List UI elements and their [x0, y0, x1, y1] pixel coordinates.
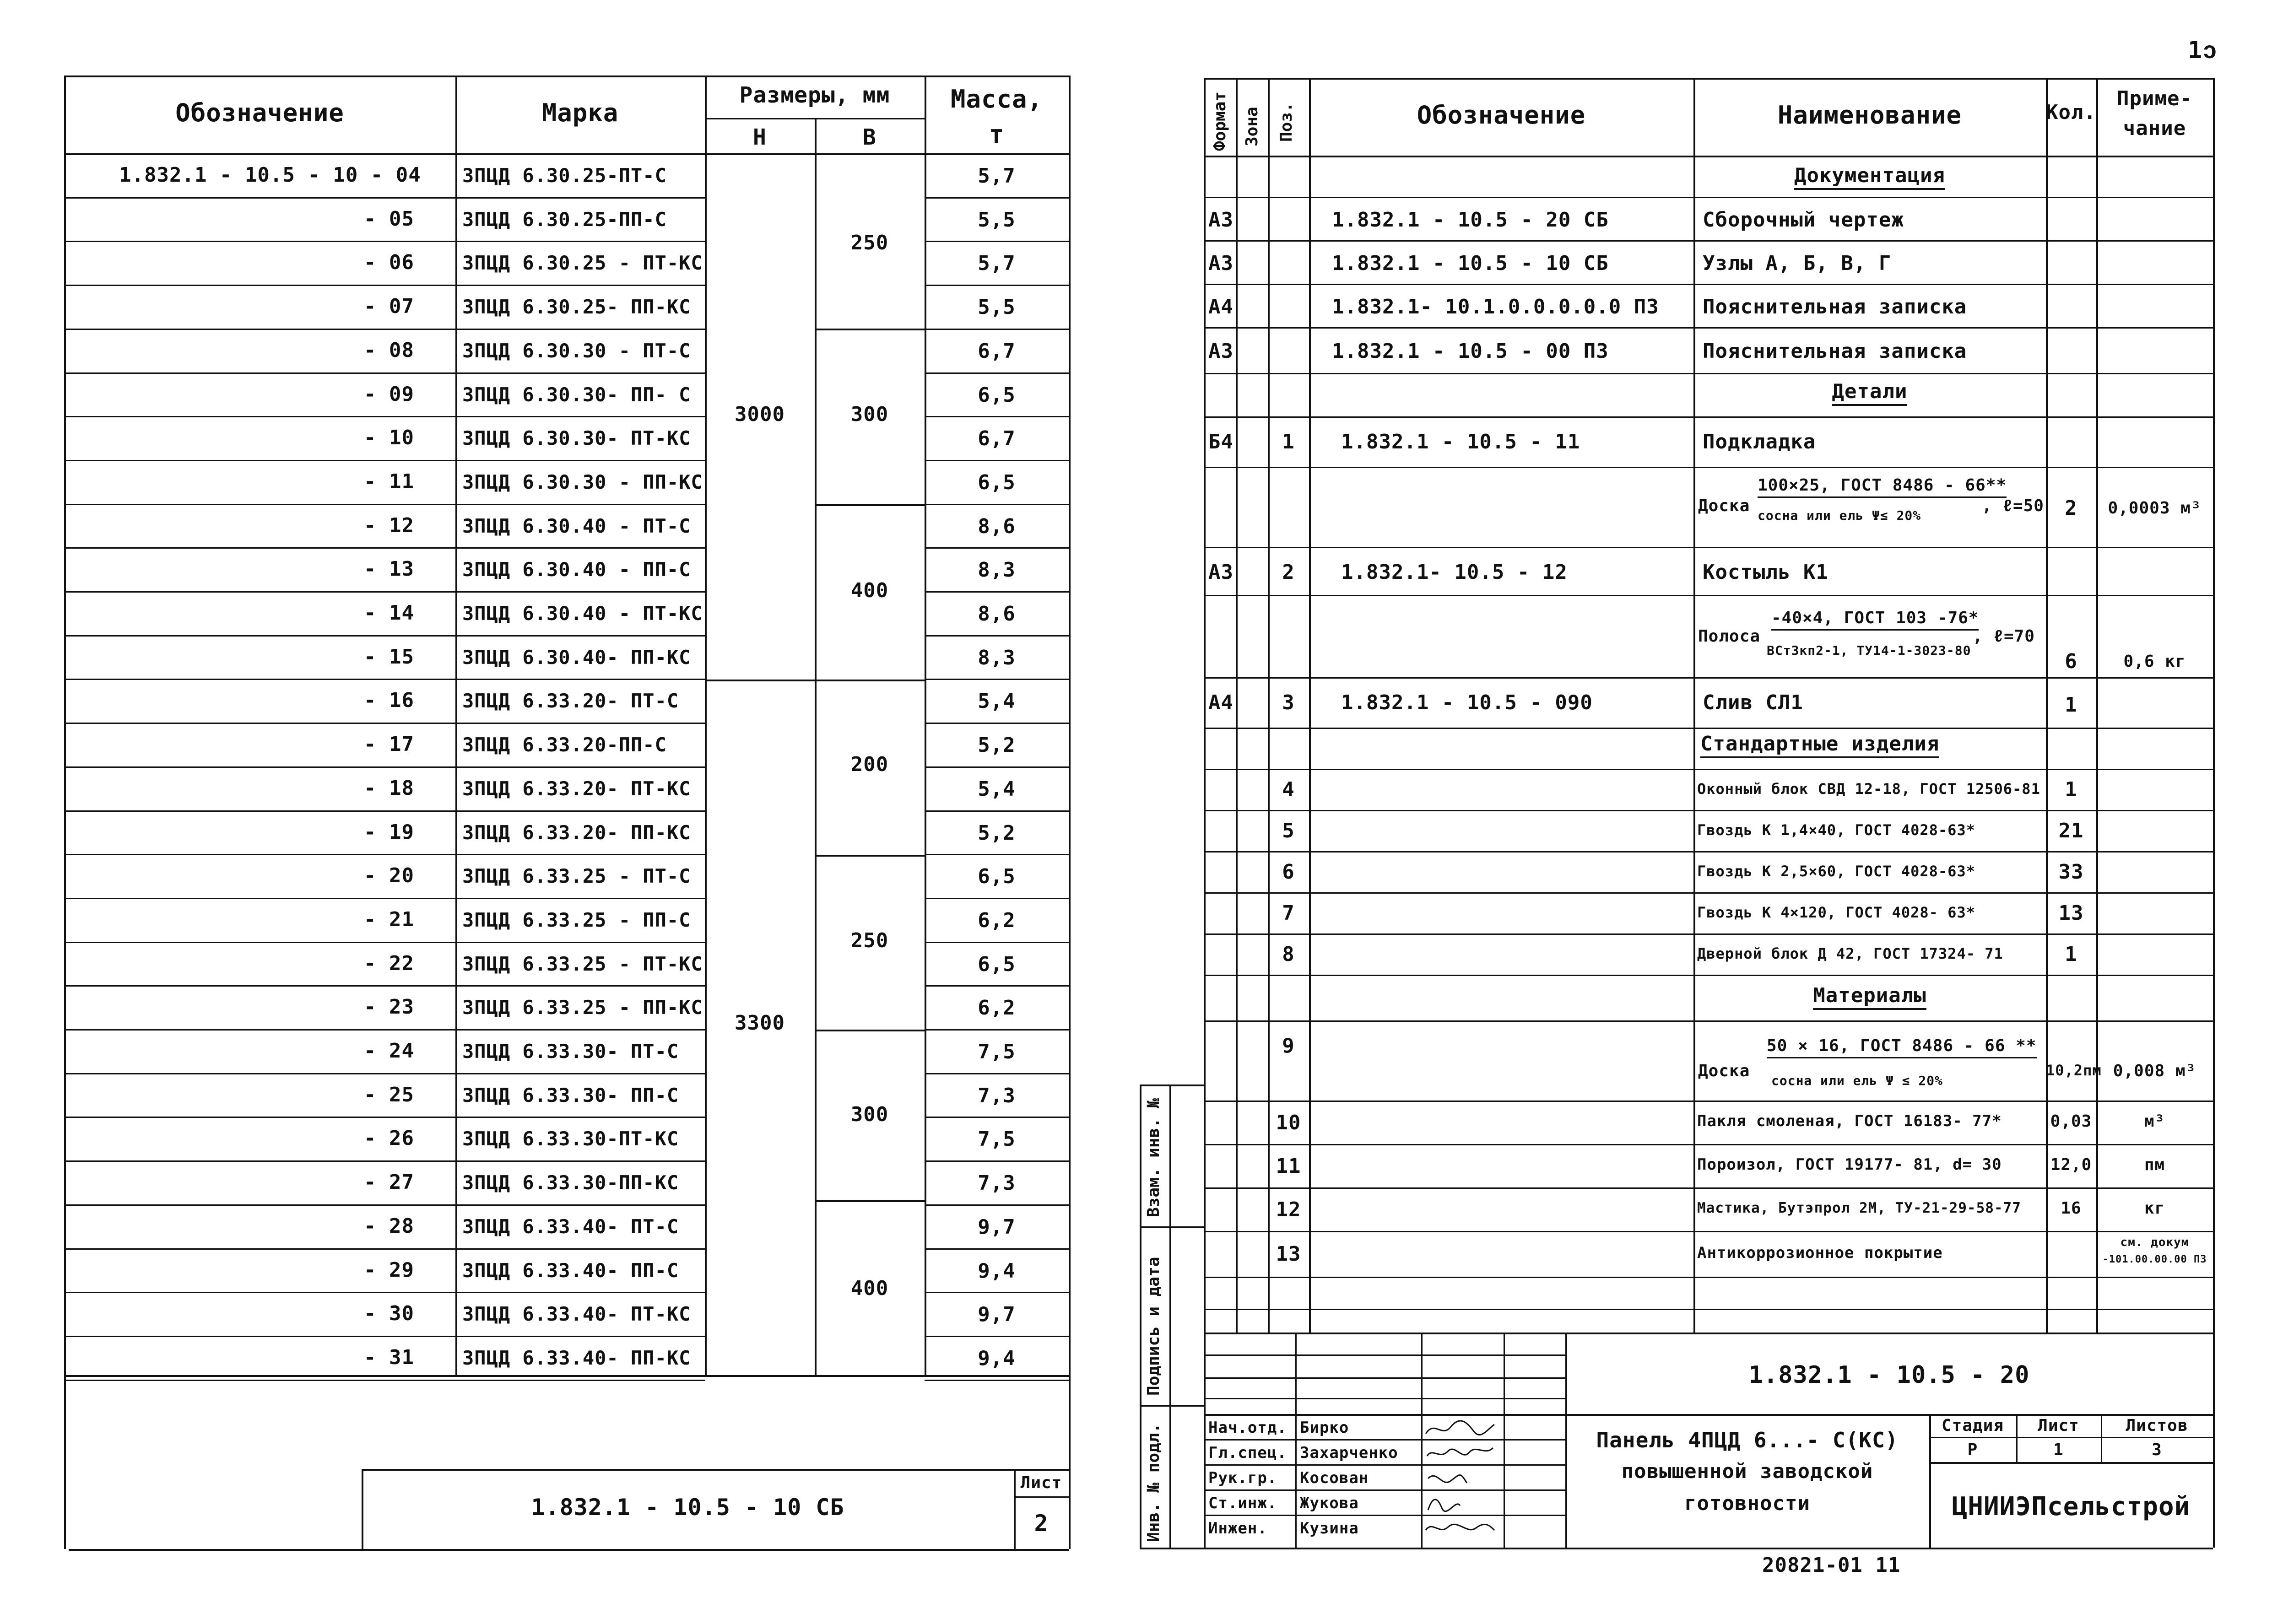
mat-pos-11: 11 — [1276, 1155, 1301, 1178]
person-2: Захарченко — [1300, 1444, 1398, 1462]
row-mark: 3ПЦД 6.30.30- ПП- С — [462, 383, 691, 406]
mat-pos-12: 12 — [1276, 1198, 1301, 1221]
doc-name-2: Узлы А, Б, В, Г — [1703, 252, 1892, 275]
detail3-name: Слив СЛ1 — [1703, 691, 1803, 714]
row-divider — [925, 1117, 1069, 1118]
row-divider — [925, 766, 1069, 768]
row-mass: 7,3 — [978, 1084, 1016, 1107]
header-pos: Поз. — [1277, 102, 1296, 142]
row-divider — [64, 723, 705, 724]
row-divider — [64, 1029, 705, 1031]
row-mass: 8,3 — [978, 646, 1016, 669]
header-note-1: Приме- — [2117, 87, 2192, 110]
row-designation: - 16 — [364, 689, 414, 712]
row-designation: - 25 — [364, 1083, 414, 1106]
header-b: В — [863, 124, 876, 150]
doc-designation-3: 1.832.1- 10.1.0.0.0.0.0 ПЗ — [1332, 295, 1659, 318]
detail3-designation: 1.832.1 - 10.5 - 090 — [1341, 691, 1593, 714]
header-note-2: чание — [2123, 117, 2186, 140]
mat-pos-10: 10 — [1276, 1111, 1301, 1134]
row-mark: 3ПЦД 6.33.40- ПТ-С — [462, 1215, 679, 1238]
detail1-pos: 1 — [1282, 430, 1295, 453]
row-divider — [64, 679, 705, 680]
row-designation: - 27 — [364, 1171, 414, 1194]
std-name-6: Гвоздь К 2,5×60, ГОСТ 4028-63* — [1697, 863, 1975, 880]
doc-designation-2: 1.832.1 - 10.5 - 10 СБ — [1332, 252, 1609, 275]
row-divider — [64, 372, 705, 374]
row-mark: 3ПЦД 6.33.25 - ПП-КС — [462, 996, 703, 1019]
header-mark: Марка — [541, 98, 619, 127]
mat-note-12: кг — [2144, 1199, 2165, 1218]
std-name-4: Оконный блок СВД 12-18, ГОСТ 12506-81 — [1697, 780, 2040, 798]
title-line-2: повышенной заводской — [1621, 1460, 1873, 1483]
mat-note-11: пм — [2144, 1155, 2165, 1174]
row-designation: - 26 — [364, 1127, 414, 1150]
row-divider — [925, 197, 1069, 199]
mat-name-11: Пороизол, ГОСТ 19177- 81, d= 30 — [1697, 1155, 2002, 1174]
b-group-1: 250 — [850, 231, 889, 254]
person-4: Жукова — [1300, 1494, 1359, 1512]
left-sheet-number: 2 — [1034, 1510, 1049, 1537]
row-designation: - 06 — [364, 251, 414, 275]
row-mark: 3ПЦД 6.30.25- ПП-КС — [462, 296, 691, 318]
signature-5 — [1423, 1516, 1497, 1539]
mat9-note: 0,008 м³ — [2113, 1062, 2196, 1080]
doc-designation-1: 1.832.1 - 10.5 - 20 СБ — [1332, 208, 1609, 232]
std-qty-5: 21 — [2058, 819, 2084, 842]
doc-format-2: А3 — [1208, 252, 1233, 275]
doc-format-1: А3 — [1208, 208, 1233, 232]
detail1-name: Подкладка — [1703, 430, 1816, 453]
detail3-format: А4 — [1208, 691, 1233, 714]
row-mark: 3ПЦД 6.33.40- ПТ-КС — [462, 1303, 691, 1326]
row-divider — [64, 810, 705, 812]
row-mass: 5,5 — [978, 296, 1016, 319]
left-footer-code: 1.832.1 - 10.5 - 10 СБ — [531, 1494, 844, 1521]
row-mass: 7,3 — [978, 1171, 1016, 1195]
row-divider — [925, 1380, 1069, 1381]
std-qty-6: 33 — [2058, 860, 2084, 884]
row-divider — [64, 241, 705, 242]
doc-name-4: Пояснительная записка — [1703, 340, 1967, 363]
row-mark: 3ПЦД 6.30.40- ПП-КС — [462, 646, 691, 669]
row-divider — [925, 898, 1069, 899]
row-mass: 6,5 — [978, 383, 1016, 407]
row-mark: 3ПЦД 6.30.30 - ПП-КС — [462, 470, 703, 493]
row-mark: 3ПЦД 6.33.20- ПТ-С — [462, 690, 679, 712]
row-divider — [64, 635, 705, 637]
std-qty-4: 1 — [2065, 778, 2077, 801]
row-mark: 3ПЦД 6.33.30- ПТ-С — [462, 1040, 679, 1063]
row-divider — [925, 679, 1069, 680]
role-5: Инжен. — [1208, 1519, 1267, 1538]
person-1: Бирко — [1300, 1419, 1349, 1437]
header-format: Формат — [1211, 91, 1229, 151]
header-mass: Масса, — [950, 85, 1043, 113]
row-designation: - 29 — [364, 1258, 414, 1282]
sheet-label: Лист — [2038, 1416, 2079, 1435]
row-designation: - 13 — [364, 557, 414, 581]
section-details: Детали — [1832, 380, 1908, 406]
row-divider — [64, 285, 705, 286]
detail1-designation: 1.832.1 - 10.5 - 11 — [1341, 430, 1580, 453]
row-mark: 3ПЦД 6.30.30- ПТ-КС — [462, 427, 691, 450]
row-mark: 3ПЦД 6.33.30- ПП-С — [462, 1084, 679, 1106]
header-sizes: Размеры, мм — [739, 82, 890, 108]
sheets-value: 3 — [2152, 1441, 2162, 1459]
row-divider — [925, 985, 1069, 987]
mat-name-12: Мастика, Бутэпрол 2М, ТУ-21-29-58-77 — [1697, 1200, 2021, 1216]
row-mark: 3ПЦД 6.30.40 - ПТ-КС — [462, 602, 703, 625]
mat9-qty: 10,2пм — [2046, 1062, 2102, 1079]
h-group-3000: 3000 — [735, 403, 785, 426]
detail2-sub-prefix: Полоса — [1698, 627, 1761, 646]
detail1-note: 0,0003 м³ — [2108, 499, 2202, 518]
detail2-format: А3 — [1208, 561, 1233, 584]
role-3: Рук.гр. — [1208, 1469, 1277, 1487]
row-divider — [925, 854, 1069, 855]
row-divider — [925, 810, 1069, 812]
std-name-5: Гвоздь К 1,4×40, ГОСТ 4028-63* — [1697, 821, 1975, 839]
row-mark: 3ПЦД 6.30.25-ПТ-С — [462, 164, 667, 187]
row-divider — [925, 635, 1069, 637]
role-2: Гл.спец. — [1208, 1444, 1287, 1462]
b-group-5: 250 — [850, 929, 889, 952]
row-divider — [64, 1380, 705, 1381]
row-divider — [64, 854, 705, 855]
row-divider — [925, 329, 1069, 330]
row-designation: - 18 — [364, 776, 414, 800]
header-h: Н — [753, 124, 767, 150]
row-mass: 6,7 — [978, 339, 1016, 363]
row-designation: - 08 — [364, 338, 414, 362]
row-mass: 9,4 — [978, 1259, 1016, 1283]
section-materials: Материалы — [1813, 984, 1926, 1010]
row-mass: 6,2 — [978, 908, 1016, 932]
row-designation: - 22 — [364, 951, 414, 975]
stage-label: Стадия — [1941, 1416, 2004, 1435]
row-divider — [925, 416, 1069, 417]
row-mark: 3ПЦД 6.33.30-ПП-КС — [462, 1171, 679, 1194]
detail2-name: Костыль К1 — [1703, 561, 1828, 584]
row-divider — [925, 241, 1069, 242]
detail1-qty: 2 — [2065, 496, 2077, 520]
row-divider — [64, 766, 705, 768]
row-mass: 5,7 — [978, 164, 1016, 188]
detail2-qty: 6 — [2065, 650, 2077, 673]
row-divider — [925, 1292, 1069, 1293]
row-mark: 3ПЦД 6.30.30 - ПТ-С — [462, 339, 691, 362]
detail3-pos: 3 — [1282, 691, 1295, 714]
role-4: Ст.инж. — [1208, 1494, 1277, 1512]
mat9-sub-prefix: Доска — [1698, 1062, 1750, 1080]
person-5: Кузина — [1300, 1519, 1359, 1538]
mat-pos-9: 9 — [1282, 1034, 1295, 1057]
row-mass: 7,5 — [978, 1040, 1016, 1063]
row-mass: 8,3 — [978, 558, 1016, 582]
row-divider — [925, 372, 1069, 374]
detail1-sub-top: 100×25, ГОСТ 8486 - 66** — [1758, 476, 2007, 498]
mat9-sub-top: 50 × 16, ГОСТ 8486 - 66 ** — [1767, 1036, 2037, 1058]
row-mark: 3ПЦД 6.30.25-ПП-С — [462, 208, 667, 231]
row-designation: - 14 — [364, 601, 414, 625]
row-divider — [64, 1073, 705, 1074]
std-name-7: Гвоздь К 4×120, ГОСТ 4028- 63* — [1697, 904, 1975, 921]
mat-qty-12: 16 — [2061, 1199, 2082, 1218]
row-divider — [925, 1160, 1069, 1162]
row-designation: - 09 — [364, 382, 414, 406]
row-designation: - 30 — [364, 1302, 414, 1326]
row-mass: 5,4 — [978, 690, 1016, 713]
signature-1 — [1423, 1418, 1497, 1441]
row-divider — [64, 985, 705, 987]
std-pos-4: 4 — [1282, 778, 1295, 801]
person-3: Косован — [1300, 1469, 1369, 1487]
row-mass: 9,7 — [978, 1215, 1016, 1239]
row-mark: 3ПЦД 6.33.25 - ПТ-С — [462, 865, 691, 888]
doc-name-3: Пояснительная записка — [1703, 295, 1967, 318]
doc-format-4: А3 — [1208, 340, 1233, 363]
row-designation: - 11 — [364, 469, 414, 493]
row-divider — [64, 942, 705, 943]
header-designation: Обозначение — [175, 98, 344, 127]
detail2-designation: 1.832.1- 10.5 - 12 — [1341, 561, 1568, 584]
std-qty-8: 1 — [2065, 943, 2077, 966]
row-mass: 6,7 — [978, 427, 1016, 451]
row-divider — [64, 329, 705, 330]
sheets-label: Листов — [2126, 1416, 2188, 1435]
row-mark: 3ПЦД 6.33.20- ПП-КС — [462, 821, 691, 844]
row-divider — [925, 547, 1069, 549]
row-designation: - 05 — [364, 207, 414, 231]
std-pos-7: 7 — [1282, 901, 1295, 925]
row-divider — [925, 504, 1069, 505]
row-mass: 6,5 — [978, 865, 1016, 889]
title-line-1: Панель 4ПЦД 6...- С(КС) — [1596, 1428, 1899, 1452]
row-divider — [925, 285, 1069, 286]
row-divider — [64, 898, 705, 899]
detail2-pos: 2 — [1282, 561, 1295, 584]
role-1: Нач.отд. — [1208, 1419, 1287, 1437]
title-line-3: готовности — [1684, 1492, 1810, 1515]
b-group-3: 400 — [850, 579, 889, 602]
row-designation: - 21 — [364, 907, 414, 931]
row-mark: 3ПЦД 6.33.20-ПП-С — [462, 734, 667, 756]
detail1-sub-suffix: , ℓ=50 — [1982, 496, 2044, 515]
doc-format-3: А4 — [1208, 295, 1233, 318]
signature-4 — [1423, 1492, 1497, 1515]
row-designation: - 12 — [364, 513, 414, 537]
mat-qty-11: 12,0 — [2050, 1155, 2092, 1174]
row-mark: 3ПЦД 6.33.40- ПП-КС — [462, 1346, 691, 1369]
row-divider — [64, 504, 705, 505]
detail2-note: 0,6 кг — [2123, 652, 2186, 671]
row-divider — [64, 197, 705, 199]
b-group-7: 400 — [850, 1277, 889, 1300]
row-designation: - 24 — [364, 1039, 414, 1063]
mat-name-13: Антикоррозионное покрытие — [1697, 1244, 1943, 1262]
row-designation: - 28 — [364, 1214, 414, 1238]
row-divider — [64, 460, 705, 461]
std-qty-7: 13 — [2058, 901, 2084, 925]
row-designation: 1.832.1 - 10.5 - 10 - 04 — [119, 163, 421, 187]
mat-qty-10: 0,03 — [2050, 1112, 2092, 1131]
row-mark: 3ПЦД 6.30.25 - ПТ-КС — [462, 252, 703, 275]
row-divider — [925, 591, 1069, 593]
row-divider — [64, 1204, 705, 1206]
row-divider — [64, 591, 705, 593]
row-mass: 9,4 — [978, 1346, 1016, 1370]
row-mass: 6,5 — [978, 470, 1016, 494]
org-name: ЦНИИЭПсельстрой — [1952, 1492, 2191, 1521]
row-divider — [64, 1336, 705, 1337]
detail3-qty: 1 — [2065, 693, 2077, 717]
section-standard: Стандартные изделия — [1700, 732, 1939, 758]
detail1-sub-prefix: Доска — [1698, 496, 1750, 515]
row-mass: 6,2 — [978, 996, 1016, 1020]
mat-note-10: м³ — [2144, 1112, 2165, 1131]
std-pos-5: 5 — [1282, 819, 1295, 842]
row-divider — [925, 460, 1069, 461]
row-divider — [925, 1248, 1069, 1250]
row-mass: 5,7 — [978, 252, 1016, 275]
row-divider — [925, 1336, 1069, 1337]
detail1-format: Б4 — [1208, 430, 1233, 453]
row-divider — [925, 723, 1069, 724]
section-documentation: Документация — [1794, 164, 1945, 190]
row-mass: 5,2 — [978, 821, 1016, 845]
row-divider — [64, 1248, 705, 1250]
row-designation: - 19 — [364, 820, 414, 844]
row-mass: 5,5 — [978, 208, 1016, 232]
row-designation: - 23 — [364, 995, 414, 1019]
row-designation: - 07 — [364, 295, 414, 318]
row-designation: - 20 — [364, 864, 414, 888]
detail2-sub-top: -40×4, ГОСТ 103 -76* — [1771, 609, 1979, 631]
row-mass: 5,4 — [978, 777, 1016, 801]
page-number: 1ↄ — [2188, 37, 2218, 64]
row-mark: 3ПЦД 6.33.30-ПТ-КС — [462, 1128, 679, 1150]
row-designation: - 10 — [364, 426, 414, 450]
b-group-6: 300 — [850, 1103, 889, 1126]
left-sheet-label: Лист — [1020, 1473, 1062, 1492]
doc-name-1: Сборочный чертеж — [1703, 208, 1904, 232]
row-mark: 3ПЦД 6.33.40- ПП-С — [462, 1259, 679, 1282]
row-divider — [64, 1117, 705, 1118]
row-divider — [925, 1204, 1069, 1206]
header-designation-r: Обозначение — [1417, 101, 1586, 129]
row-divider — [925, 1029, 1069, 1031]
stamp-vzam: Взам. инв. № — [1144, 1098, 1163, 1217]
bottom-stamp: 20821-01 11 — [1762, 1554, 1901, 1577]
row-designation: - 31 — [364, 1345, 414, 1369]
row-mark: 3ПЦД 6.33.25 - ПТ-КС — [462, 952, 703, 975]
header-mass-unit: т — [989, 120, 1005, 149]
row-mass: 8,6 — [978, 602, 1016, 626]
header-zone: Зона — [1243, 107, 1261, 146]
row-mark: 3ПЦД 6.33.20- ПТ-КС — [462, 777, 691, 800]
row-divider — [64, 547, 705, 549]
sheet-value: 1 — [2053, 1441, 2064, 1459]
row-divider — [64, 1160, 705, 1162]
row-designation: - 17 — [364, 733, 414, 756]
std-pos-8: 8 — [1282, 943, 1295, 966]
mat-pos-13: 13 — [1276, 1242, 1301, 1266]
row-mark: 3ПЦД 6.30.40 - ПТ-С — [462, 514, 691, 537]
row-designation: - 15 — [364, 645, 414, 669]
row-divider — [925, 942, 1069, 943]
header-qty: Кол. — [2046, 101, 2096, 124]
mat-note-13b: -101.00.00.00 ПЗ — [2102, 1254, 2207, 1265]
row-mass: 8,6 — [978, 514, 1016, 538]
row-mass: 7,5 — [978, 1128, 1016, 1151]
signature-2 — [1423, 1442, 1497, 1465]
row-mass: 5,2 — [978, 734, 1016, 757]
detail2-sub-bottom: ВСт3кп2-1, ТУ14-1-3023-80 — [1767, 643, 1971, 658]
stamp-inv: Инв. № подл. — [1144, 1423, 1163, 1542]
b-group-4: 200 — [850, 753, 889, 776]
signature-3 — [1423, 1467, 1497, 1490]
mat-note-13a: см. докум — [2120, 1236, 2189, 1249]
detail2-sub-suffix: , ℓ=70 — [1973, 627, 2035, 646]
b-group-2: 300 — [850, 403, 889, 426]
std-pos-6: 6 — [1282, 860, 1295, 884]
stamp-podpis: Подпись и дата — [1144, 1257, 1163, 1396]
stage-value: Р — [1967, 1441, 1978, 1459]
detail1-sub-bottom: сосна или ель Ψ≤ 20% — [1758, 508, 1921, 523]
std-name-8: Дверной блок Д 42, ГОСТ 17324- 71 — [1697, 945, 2003, 962]
header-name: Наименование — [1777, 101, 1962, 129]
mat9-sub-bottom: сосна или ель Ψ ≤ 20% — [1771, 1073, 1943, 1088]
doc-designation-4: 1.832.1 - 10.5 - 00 ПЗ — [1332, 340, 1609, 363]
row-divider — [64, 1292, 705, 1293]
row-divider — [64, 416, 705, 417]
row-mark: 3ПЦД 6.33.25 - ПП-С — [462, 908, 691, 931]
row-mark: 3ПЦД 6.30.40 - ПП-С — [462, 558, 691, 581]
mat-name-10: Пакля смоленая, ГОСТ 16183- 77* — [1697, 1112, 2002, 1130]
title-code: 1.832.1 - 10.5 - 20 — [1748, 1361, 2030, 1389]
row-divider — [925, 1073, 1069, 1074]
h-group-3300: 3300 — [735, 1011, 785, 1035]
row-mass: 9,7 — [978, 1303, 1016, 1327]
row-mass: 6,5 — [978, 952, 1016, 976]
